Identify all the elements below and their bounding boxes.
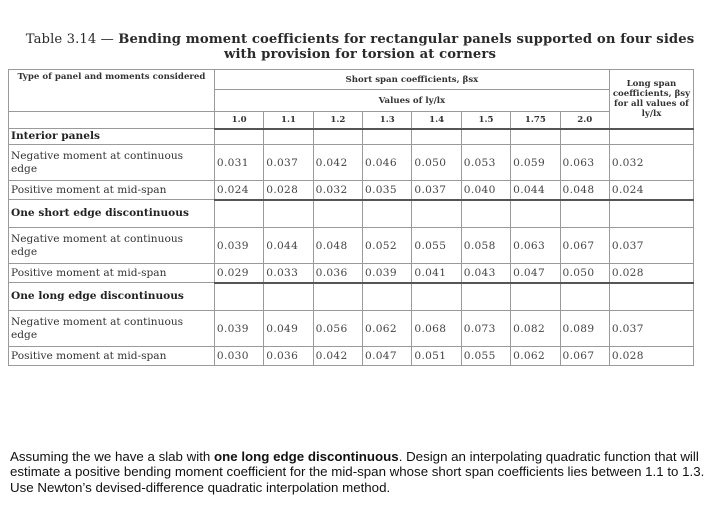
header-type-of-panel: Type of panel and moments considered [9,70,215,112]
coefficient-cell: 0.073 [461,311,510,347]
coefficient-cell: 0.056 [313,311,362,347]
group-title-blank-cell [511,200,560,228]
caption-text: Bending moment coefficients for rectangular panels supported on four sides with provision for torsion at corners [118,32,695,62]
group-title-blank-cell [511,129,560,145]
coefficient-cell: 0.050 [412,145,461,181]
coefficient-cell: 0.031 [214,145,263,181]
coefficient-cell: 0.041 [412,264,461,283]
coefficient-cell: 0.089 [560,311,609,347]
coefficient-cell: 0.036 [264,347,313,366]
coefficient-cell: 0.036 [313,264,362,283]
group-title-blank-cell [560,129,609,145]
group-title-blank-cell [363,200,412,228]
long-span-cell: 0.032 [609,145,693,181]
group-title-blank-cell [560,283,609,311]
group-title-blank-cell [264,283,313,311]
header-ratio-1: 1.1 [264,112,313,129]
coefficient-cell: 0.067 [560,347,609,366]
coefficient-cell: 0.044 [511,181,560,200]
row-label: Positive moment at mid-span [9,347,215,366]
group-title-blank-cell [412,283,461,311]
coefficient-cell: 0.024 [214,181,263,200]
coefficient-cell: 0.055 [461,347,510,366]
group-title-row [9,129,694,145]
group-title: One long edge discontinuous [9,283,215,311]
table-body [9,129,694,366]
group-title-blank-cell [609,283,693,311]
coefficient-cell: 0.050 [560,264,609,283]
question-bold: one long edge discontinuous [214,449,399,464]
coefficient-cell: 0.053 [461,145,510,181]
coefficient-cell: 0.082 [511,311,560,347]
coefficient-cell: 0.067 [560,228,609,264]
coefficient-cell: 0.062 [511,347,560,366]
header-ratio-3: 1.3 [363,112,412,129]
coefficient-cell: 0.039 [214,311,263,347]
coefficient-cell: 0.051 [412,347,461,366]
table-row [9,347,694,366]
long-span-cell: 0.024 [609,181,693,200]
group-title-blank-cell [214,200,263,228]
group-title-blank-cell [609,129,693,145]
coefficient-cell: 0.044 [264,228,313,264]
long-span-cell: 0.028 [609,347,693,366]
long-span-cell: 0.037 [609,311,693,347]
coefficient-cell: 0.048 [560,181,609,200]
coefficient-cell: 0.037 [412,181,461,200]
header-long-span: Long span coefficients, βsy for all values of ly/lx [609,70,693,129]
coefficient-cell: 0.043 [461,264,510,283]
coefficient-cell: 0.052 [363,228,412,264]
group-title-blank-cell [264,129,313,145]
long-span-cell: 0.028 [609,264,693,283]
caption-dash: — [100,32,114,47]
group-title-row [9,200,694,228]
question-part2: . Design an interpolating quadratic function that will estimate a positive bending moment coefficient for the mid-span whose short span coefficients lies between 1.1 to 1.3. Use Newton’s devised-difference quadratic interpolation method. [10,449,705,495]
group-title-blank-cell [313,283,362,311]
row-label: Negative moment at continuous edge [9,311,215,347]
table-caption [10,32,710,62]
header-blank [9,112,215,129]
group-title-blank-cell [461,129,510,145]
coefficient-cell: 0.063 [560,145,609,181]
table-row [9,145,694,181]
row-label: Positive moment at mid-span [9,181,215,200]
coefficient-cell: 0.063 [511,228,560,264]
group-title-blank-cell [264,200,313,228]
coefficient-cell: 0.039 [363,264,412,283]
group-title-blank-cell [313,200,362,228]
caption-number: Table 3.14 [25,32,97,47]
group-title: Interior panels [9,129,215,145]
coefficient-cell: 0.046 [363,145,412,181]
coefficient-cell: 0.030 [214,347,263,366]
row-label: Positive moment at mid-span [9,264,215,283]
coefficient-cell: 0.059 [511,145,560,181]
question-text [10,449,710,495]
header-ratio-4: 1.4 [412,112,461,129]
coefficient-cell: 0.055 [412,228,461,264]
header-values-of: Values of ly/lx [214,90,609,112]
long-span-cell: 0.037 [609,228,693,264]
header-ratio-row [9,112,694,129]
coefficient-cell: 0.040 [461,181,510,200]
group-title-blank-cell [461,283,510,311]
header-ratio-2: 1.2 [313,112,362,129]
coefficient-cell: 0.058 [461,228,510,264]
group-title-blank-cell [412,200,461,228]
table-row [9,181,694,200]
group-title: One short edge discontinuous [9,200,215,228]
group-title-blank-cell [461,200,510,228]
row-label: Negative moment at continuous edge [9,145,215,181]
group-title-blank-cell [412,129,461,145]
coefficient-cell: 0.039 [214,228,263,264]
coefficient-cell: 0.028 [264,181,313,200]
coefficient-cell: 0.049 [264,311,313,347]
coefficient-cell: 0.047 [511,264,560,283]
group-title-blank-cell [511,283,560,311]
row-label: Negative moment at continuous edge [9,228,215,264]
table-row [9,228,694,264]
coefficient-cell: 0.042 [313,347,362,366]
coefficient-cell: 0.037 [264,145,313,181]
question-part1: Assuming the we have a slab with [10,449,214,464]
coefficient-cell: 0.062 [363,311,412,347]
coefficient-cell: 0.035 [363,181,412,200]
group-title-blank-cell [363,283,412,311]
group-title-blank-cell [313,129,362,145]
group-title-blank-cell [560,200,609,228]
group-title-blank-cell [609,200,693,228]
group-title-blank-cell [214,283,263,311]
header-ratio-0: 1.0 [214,112,263,129]
bending-moment-table [8,69,694,366]
coefficient-cell: 0.042 [313,145,362,181]
coefficient-cell: 0.048 [313,228,362,264]
header-ratio-5: 1.5 [461,112,510,129]
coefficient-cell: 0.033 [264,264,313,283]
coefficient-cell: 0.068 [412,311,461,347]
coefficient-cell: 0.047 [363,347,412,366]
coefficient-cell: 0.029 [214,264,263,283]
table-row [9,264,694,283]
header-ratio-7: 2.0 [560,112,609,129]
header-short-span: Short span coefficients, βsx [214,70,609,90]
table-row [9,311,694,347]
group-title-blank-cell [363,129,412,145]
group-title-row [9,283,694,311]
header-ratio-6: 1.75 [511,112,560,129]
group-title-blank-cell [214,129,263,145]
coefficient-cell: 0.032 [313,181,362,200]
